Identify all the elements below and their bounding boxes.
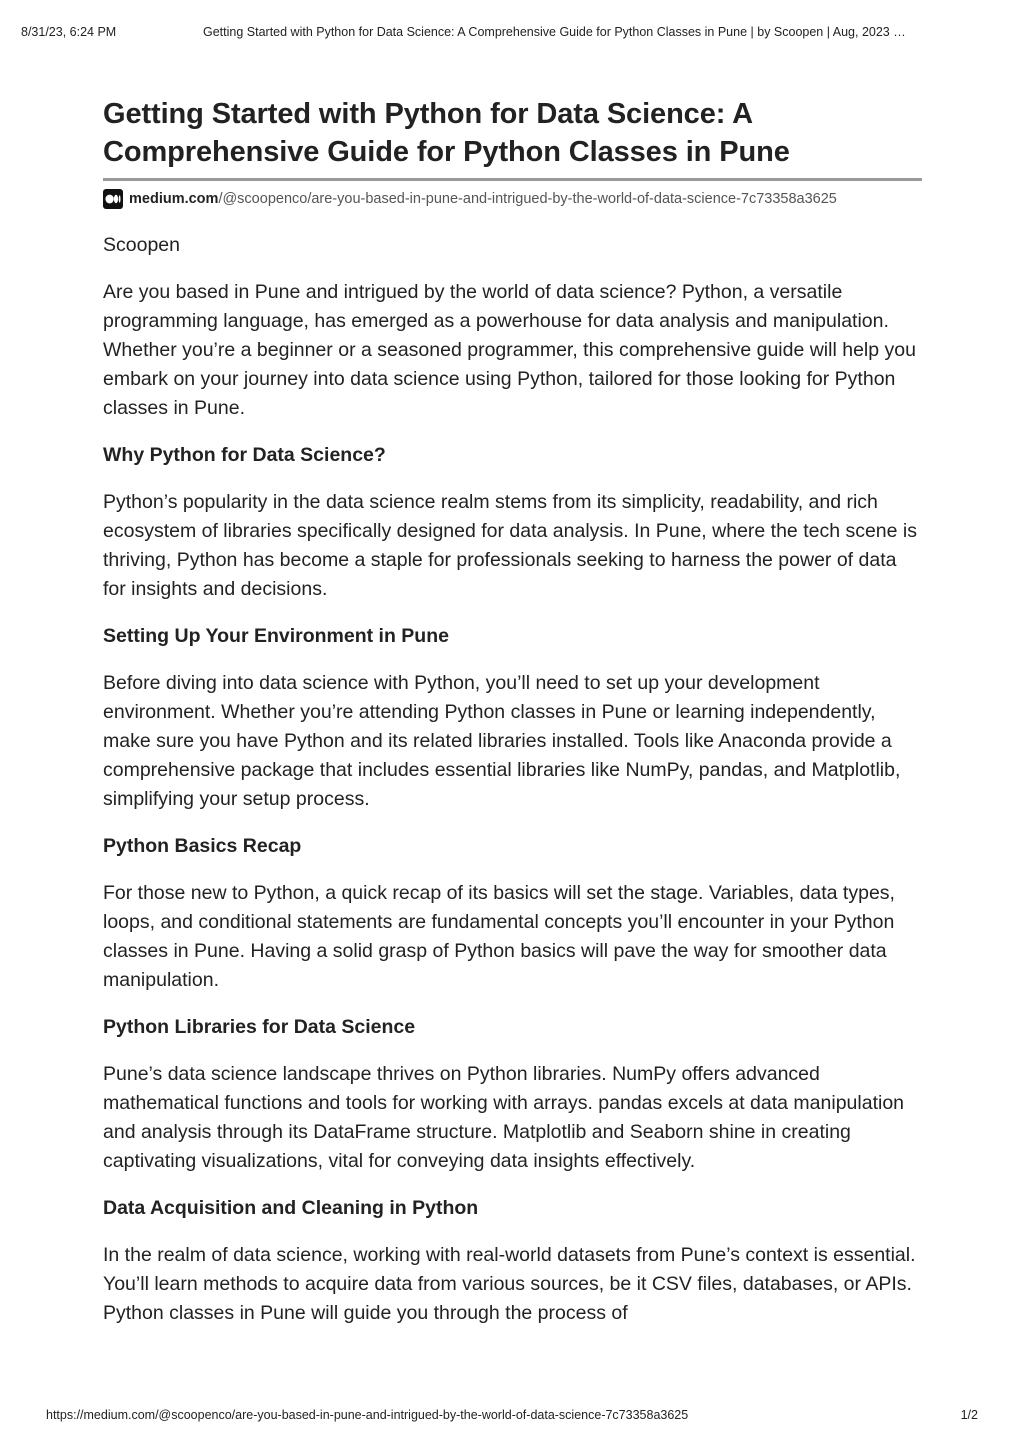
section-heading: Data Acquisition and Cleaning in Python xyxy=(103,1197,479,1219)
section-heading: Setting Up Your Environment in Pune xyxy=(103,625,449,647)
source-domain: medium.com xyxy=(129,191,219,207)
print-document-title: Getting Started with Python for Data Science: A Comprehensive Guide for Python Classes in Pune | by Scoopen | Aug, 2023 … xyxy=(203,25,906,39)
section-heading: Python Libraries for Data Science xyxy=(103,1016,416,1038)
page-number: 1/2 xyxy=(960,1408,978,1422)
section-paragraph: Pune’s data science landscape thrives on Python libraries. NumPy offers advanced mathematical functions and tools for working with arrays. pandas excels at data manipulation and analysis through its DataFrame structure. Matplotlib and Seaborn shine in creating captivating visualizations, vital for conveying data insights effectively. xyxy=(103,1063,905,1172)
section-paragraph: Python’s popularity in the data science realm stems from its simplicity, readability, and rich ecosystem of libraries specifically designed for data analysis. In Pune, where the tech scene is thriving, Python has become a staple for professionals seeking to harness the power of data for insights and decisions. xyxy=(103,491,918,600)
intro-paragraph: Are you based in Pune and intrigued by the world of data science? Python, a versatile programming language, has emerged as a powerhouse for data analysis and manipulation. Whether you’re a beginner or a seasoned programmer, this comprehensive guide will help you embark on your journey into data science using Python, tailored for those looking for Python classes in Pune. xyxy=(103,281,916,419)
source-link[interactable] xyxy=(129,191,837,207)
article-title: Getting Started with Python for Data Science: A Comprehensive Guide for Python Classes in Pune xyxy=(103,98,790,168)
section-paragraph: Before diving into data science with Python, you’ll need to set up your development environment. Whether you’re attending Python classes in Pune or learning independently, make sure you have Python and its related libraries installed. Tools like Anaconda provide a comprehensive package that includes essential libraries like NumPy, pandas, and Matplotlib, simplifying your setup process. xyxy=(103,672,901,810)
print-datetime: 8/31/23, 6:24 PM xyxy=(21,25,117,39)
article xyxy=(103,95,923,1328)
author-name: Scoopen xyxy=(103,234,180,256)
title-divider xyxy=(103,178,922,181)
source-path: /@scoopenco/are-you-based-in-pune-and-intrigued-by-the-world-of-data-science-7c73358a3625 xyxy=(218,191,837,207)
section-heading: Why Python for Data Science? xyxy=(103,444,386,466)
source-line xyxy=(103,188,923,210)
medium-logo-icon xyxy=(103,189,123,209)
footer-url: https://medium.com/@scoopenco/are-you-based-in-pune-and-intrigued-by-the-world-of-data-science-7c73358a3625 xyxy=(46,1408,689,1422)
section-paragraph: In the realm of data science, working with real-world datasets from Pune’s context is essential. You’ll learn methods to acquire data from various sources, be it CSV files, databases, or APIs. Python classes in Pune will guide you through the process of xyxy=(103,1244,916,1324)
section-heading: Python Basics Recap xyxy=(103,835,302,857)
section-paragraph: For those new to Python, a quick recap of its basics will set the stage. Variables, data types, loops, and conditional statements are fundamental concepts you’ll encounter in your Python classes in Pune. Having a solid grasp of Python basics will pave the way for smoother data manipulation. xyxy=(103,882,895,991)
